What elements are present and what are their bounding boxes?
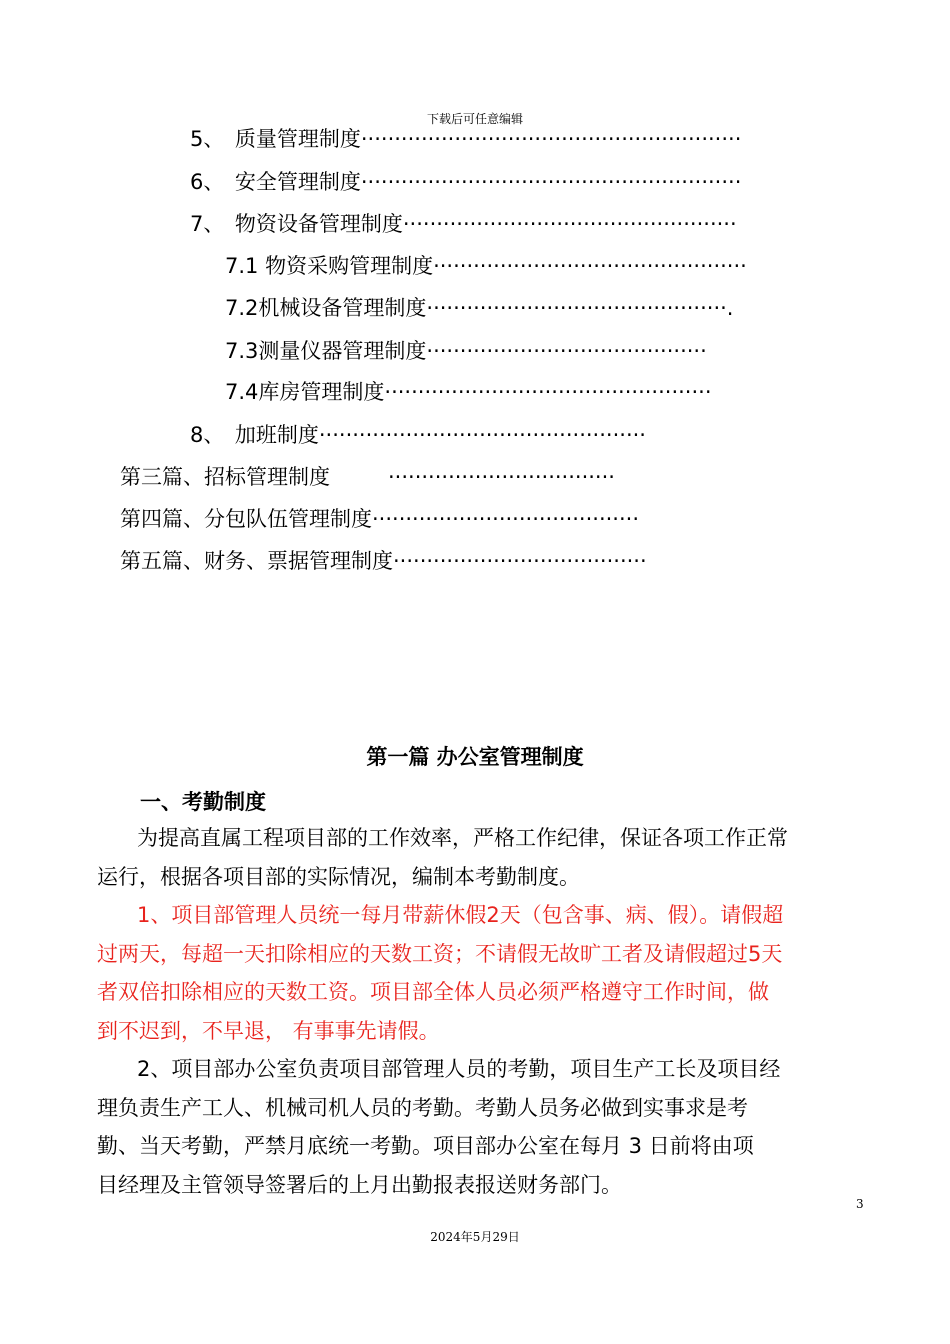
toc-leader: ················································· — [384, 380, 712, 404]
toc-label: 第五篇、财务、票据管理制度 — [120, 549, 393, 573]
toc-item-5 — [190, 125, 741, 153]
page-header: 下载后可任意编辑 — [426, 112, 523, 126]
toc-label: 7.3测量仪器管理制度 — [225, 339, 427, 363]
paragraph-line: 运行，根据各项目部的实际情况，编制本考勤制度。 — [97, 864, 580, 889]
toc-label: 第三篇、招标管理制度 — [120, 465, 330, 489]
toc-item-7-1 — [225, 252, 747, 280]
paragraph-2 — [97, 1050, 857, 1204]
paragraph-line: 目经理及主管领导签署后的上月出勤报表报送财务部门。 — [97, 1172, 622, 1197]
toc-label: 7、 物资设备管理制度 — [190, 212, 403, 236]
toc-item-6 — [190, 168, 741, 196]
paragraph-line: 1、项目部管理人员统一每月带薪休假2天（包含事、病、假）。请假超 — [137, 903, 784, 927]
toc-label: 7.1 物资采购管理制度 — [225, 254, 434, 278]
paragraph-intro — [97, 819, 857, 896]
toc-item-7 — [190, 210, 737, 238]
toc-label: 第四篇、分包队伍管理制度 — [120, 507, 372, 531]
toc-leader: ········································ — [372, 507, 640, 531]
toc-label: 6、 安全管理制度 — [190, 170, 361, 194]
toc-label: 7.2机械设备管理制度 — [225, 296, 427, 320]
paragraph-line: 到不迟到，不早退， 有事事先请假。 — [97, 1018, 440, 1043]
paragraph-line: 过两天，每超一天扣除相应的天数工资；不请假无故旷工者及请假超过5天 — [97, 941, 783, 966]
toc-leader: ························································· — [360, 127, 742, 151]
toc-leader: ·············································. — [426, 296, 734, 320]
toc-leader: ··············································· — [433, 254, 747, 278]
toc-leader: ························································· — [360, 170, 742, 194]
paragraph-line: 勤、当天考勤，严禁月底统一考勤。项目部办公室在每月 3 日前将由项 — [97, 1134, 754, 1158]
page-number: 3 — [856, 1197, 864, 1211]
paragraph-1 — [97, 896, 857, 1050]
toc-item-8 — [190, 421, 646, 449]
toc-leader: ······································ — [393, 549, 647, 573]
toc-leader: ·································· — [388, 465, 615, 489]
part-title: 第一篇 办公室管理制度 — [366, 745, 584, 769]
footer-date: 2024年5月29日 — [430, 1230, 520, 1244]
toc-label: 8、 加班制度 — [190, 423, 319, 447]
toc-item-part-3 — [120, 463, 615, 491]
toc-label: 5、 质量管理制度 — [190, 127, 361, 151]
toc-leader: ·········································· — [426, 339, 707, 363]
toc-item-7-2 — [225, 294, 733, 322]
toc-leader: ·················································· — [402, 212, 737, 236]
toc-item-part-5 — [120, 547, 647, 575]
toc-label: 7.4库房管理制度 — [225, 380, 385, 404]
toc-item-7-4 — [225, 378, 712, 406]
section-heading: 一、考勤制度 — [140, 790, 266, 814]
toc-item-7-3 — [225, 337, 707, 365]
toc-item-part-4 — [120, 505, 639, 533]
paragraph-line: 为提高直属工程项目部的工作效率，严格工作纪律，保证各项工作正常 — [137, 826, 788, 850]
paragraph-line: 者双倍扣除相应的天数工资。项目部全体人员必须严格遵守工作时间，做 — [97, 980, 769, 1004]
paragraph-line: 2、项目部办公室负责项目部管理人员的考勤，项目生产工长及项目经 — [137, 1057, 781, 1081]
paragraph-line: 理负责生产工人、机械司机人员的考勤。考勤人员务必做到实事求是考 — [97, 1095, 748, 1120]
toc-leader: ················································· — [318, 423, 646, 447]
